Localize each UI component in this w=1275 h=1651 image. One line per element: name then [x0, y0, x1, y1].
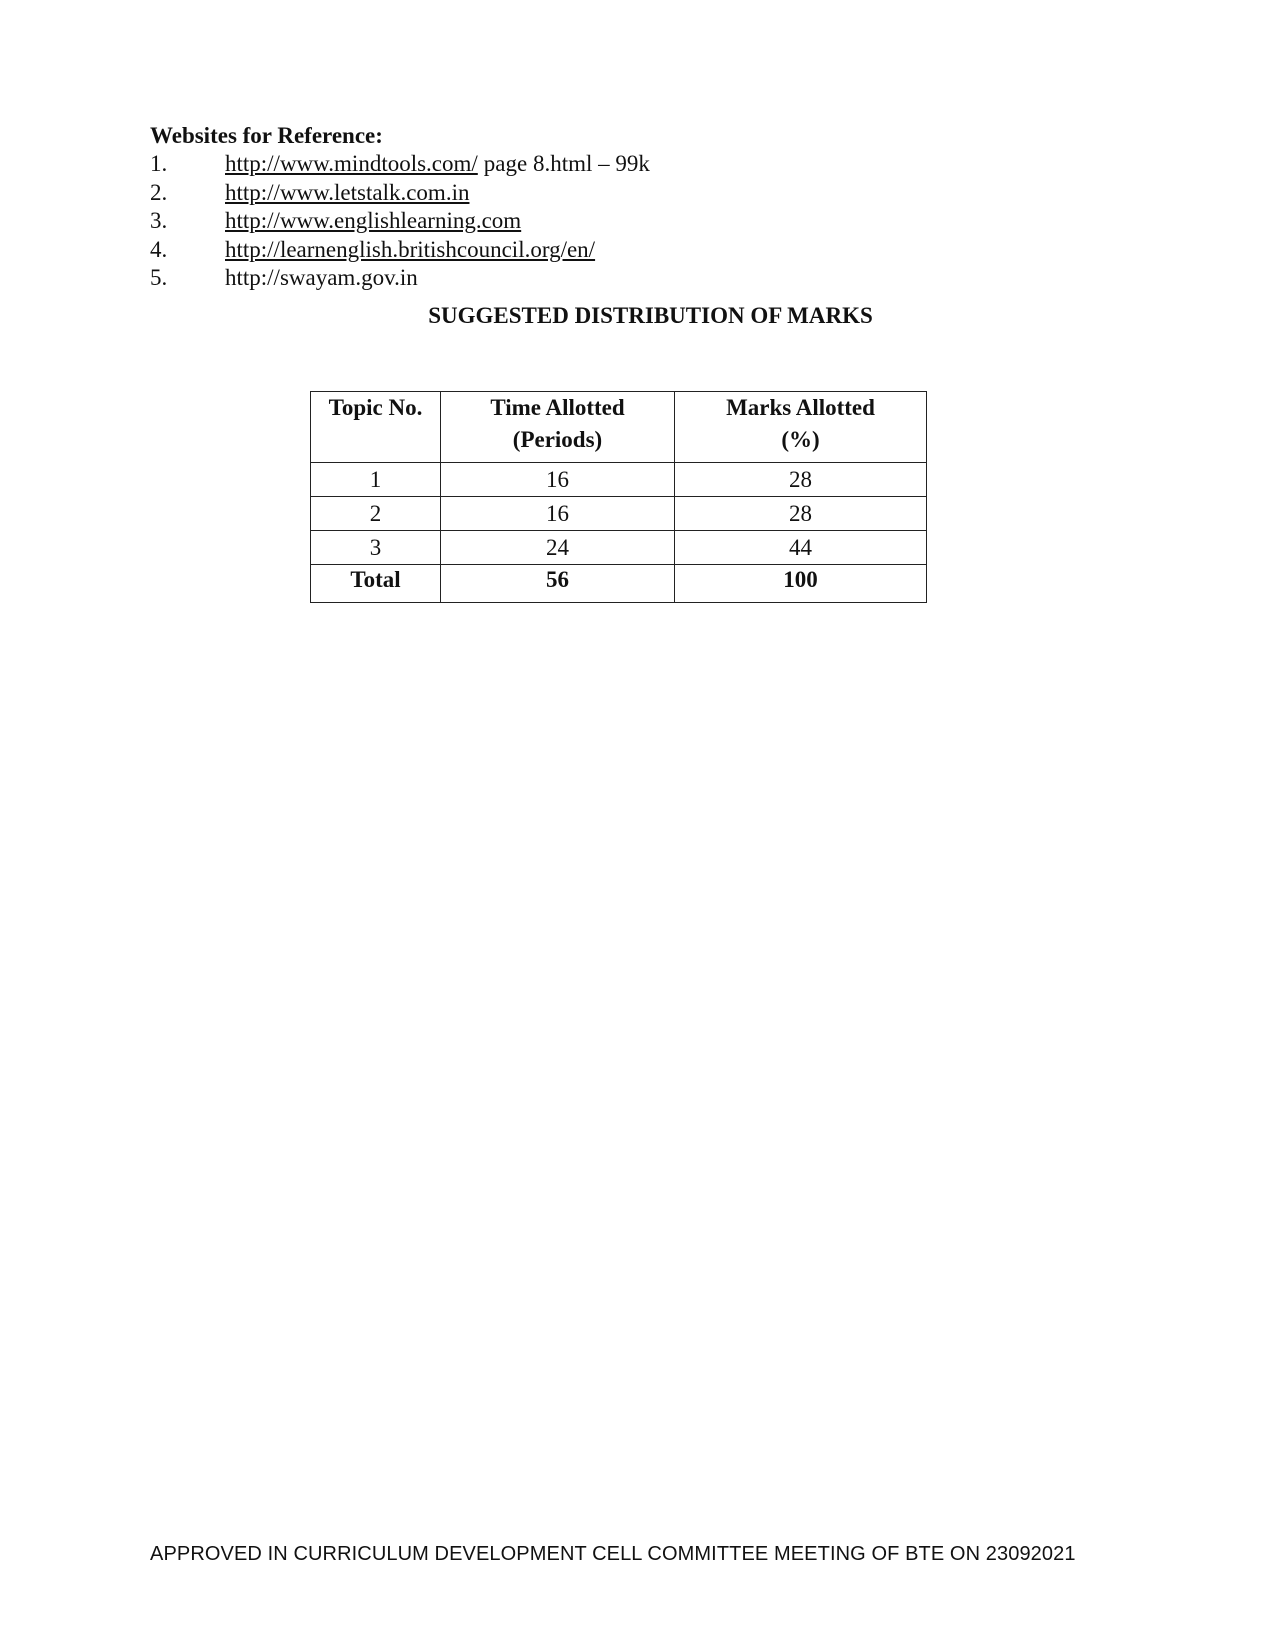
table-row [311, 497, 927, 531]
cell-time: 24 [441, 531, 675, 565]
total-marks: 100 [675, 565, 927, 603]
cell-topic: 3 [311, 531, 441, 565]
reference-link-letstalk[interactable]: http://www.letstalk.com.in [225, 179, 470, 205]
references-list [150, 150, 1050, 293]
table-total-row [311, 565, 927, 603]
reference-number: 1. [150, 151, 168, 176]
reference-text-swayam: http://swayam.gov.in [225, 265, 418, 290]
cell-time: 16 [441, 463, 675, 497]
marks-distribution-table [310, 391, 927, 603]
reference-item-4 [150, 236, 1050, 265]
header-marks-line2: (%) [781, 427, 820, 452]
reference-item-5 [150, 264, 1050, 293]
table-header-row [311, 392, 927, 463]
distribution-title-text: SUGGESTED DISTRIBUTION OF MARKS [428, 303, 873, 328]
cell-time: 16 [441, 497, 675, 531]
header-topic [311, 392, 441, 463]
reference-number: 4. [150, 236, 168, 262]
references-heading: Websites for Reference: [150, 123, 383, 148]
header-time-line1: Time Allotted [490, 395, 625, 420]
reference-item-2 [150, 179, 1050, 208]
approval-footer: APPROVED IN CURRICULUM DEVELOPMENT CELL COMMITTEE MEETING OF BTE ON 23092021 [150, 1543, 1076, 1565]
reference-link-britishcouncil[interactable]: http://learnenglish.britishcouncil.org/en/ [225, 236, 596, 262]
cell-marks: 44 [675, 531, 927, 565]
cell-topic: 1 [311, 463, 441, 497]
references-section [150, 122, 1050, 293]
total-label: Total [311, 565, 441, 603]
total-time: 56 [441, 565, 675, 603]
reference-link-mindtools[interactable]: http://www.mindtools.com/ [225, 151, 478, 176]
reference-number: 3. [150, 208, 168, 233]
reference-item-1 [150, 150, 1050, 179]
table-row [311, 531, 927, 565]
cell-marks: 28 [675, 463, 927, 497]
table-row [311, 463, 927, 497]
header-marks [675, 392, 927, 463]
header-marks-line1: Marks Allotted [726, 395, 875, 420]
reference-item-3 [150, 207, 1050, 236]
header-topic-label: Topic No. [328, 395, 423, 420]
distribution-title [0, 303, 1275, 329]
reference-number: 5. [150, 265, 168, 290]
cell-marks: 28 [675, 497, 927, 531]
header-time-line2: (Periods) [512, 427, 603, 452]
reference-number: 2. [150, 179, 168, 205]
reference-suffix: page 8.html – 99k [483, 151, 650, 176]
reference-link-englishlearning[interactable]: http://www.englishlearning.com [225, 208, 522, 233]
cell-topic: 2 [311, 497, 441, 531]
header-time [441, 392, 675, 463]
